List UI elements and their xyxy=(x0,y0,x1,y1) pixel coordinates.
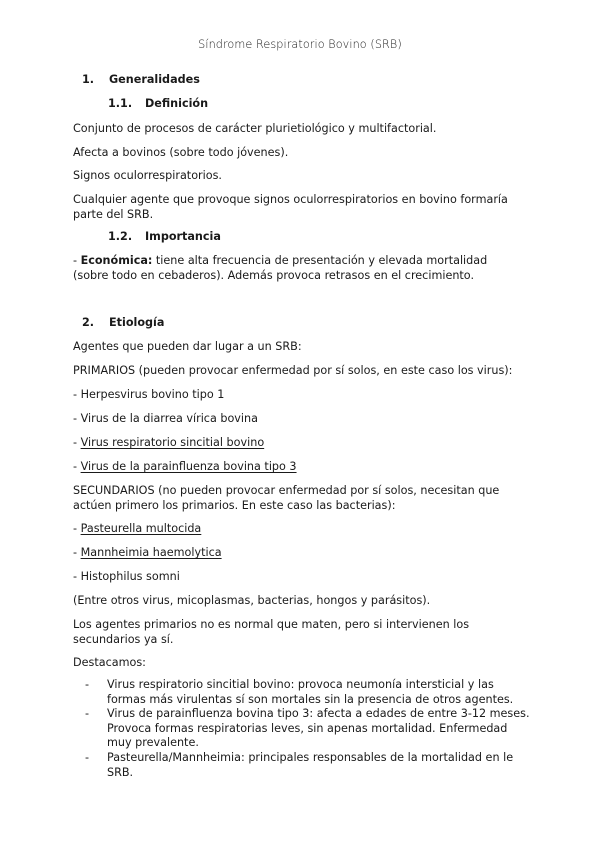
list-item-text: Pasteurella/Mannheimia: principales responsables de la mortalidad en le SRB. xyxy=(107,750,514,779)
list-item-text: Virus respiratorio sincitial bovino: provoca neumonía intersticial y las formas más virulentas sí son mortales sin la presencia de otros agentes. xyxy=(107,678,514,706)
definicion-paragraph-3: Signos oculorrespiratorios. xyxy=(73,169,222,182)
list-dash: - xyxy=(73,436,81,449)
list-dash: - xyxy=(73,412,81,425)
list-item-text: Virus de parainfluenza bovina tipo 3: afecta a edades de entre 3-12 meses. Provoca formas respiratorias leves, sin apenas mortalidad. Enfermedad muy prevalente. xyxy=(107,707,530,750)
list-dash: - xyxy=(73,460,81,473)
secundario-name: Pasteurella multocida xyxy=(80,522,202,535)
primario-name: Virus de la parainfluenza bovina tipo 3 xyxy=(80,460,297,473)
importancia-label: Económica: xyxy=(80,254,153,267)
subsection-heading-importancia xyxy=(108,230,221,243)
list-dash: - xyxy=(73,388,81,401)
list-item xyxy=(85,751,535,780)
primario-item xyxy=(73,459,533,475)
importancia-text: tiene alta frecuencia de presentación y elevada mortalidad (sobre todo en cebaderos). Además provoca retrasos en el crecimiento. xyxy=(73,254,488,282)
primario-item xyxy=(73,387,533,403)
section-title: Generalidades xyxy=(109,73,200,86)
otros-agentes-note: (Entre otros virus, micoplasmas, bacterias, hongos y parásitos). xyxy=(73,594,431,607)
list-dash: - xyxy=(73,570,81,583)
destacamos-list xyxy=(85,678,535,780)
section-heading-etiologia xyxy=(82,316,164,329)
list-dash: - xyxy=(73,522,81,535)
secundario-item xyxy=(73,569,533,585)
definicion-paragraph-1: Conjunto de procesos de carácter plurietiológico y multifactorial. xyxy=(73,122,437,135)
primario-name: Virus de la diarrea vírica bovina xyxy=(80,412,258,425)
secundario-item xyxy=(73,545,533,561)
primario-name: Herpesvirus bovino tipo 1 xyxy=(80,388,225,401)
list-item xyxy=(85,678,535,707)
list-dash: - xyxy=(73,546,81,559)
secundarios-intro: SECUNDARIOS (no pueden provocar enfermedad por sí solos, necesitan que actúen primero los primarios. En este caso las bacterias): xyxy=(73,484,500,512)
subsection-heading-definicion xyxy=(108,97,208,110)
section-number: 1. xyxy=(82,73,95,86)
primario-name: Virus respiratorio sincitial bovino xyxy=(80,436,265,449)
destacamos-label: Destacamos: xyxy=(73,656,146,669)
primarios-mortalidad-note: Los agentes primarios no es normal que maten, pero si intervienen los secundarios ya sí. xyxy=(73,618,470,646)
document-title: Síndrome Respiratorio Bovino (SRB) xyxy=(198,38,402,51)
importancia-dash: - xyxy=(73,254,81,267)
section-heading-generalidades xyxy=(82,73,200,86)
importancia-paragraph xyxy=(73,253,513,283)
list-dash: - xyxy=(85,750,90,764)
secundario-name: Histophilus somni xyxy=(80,570,180,583)
section-number: 2. xyxy=(82,316,95,329)
subsection-number: 1.2. xyxy=(108,230,133,243)
primario-item xyxy=(73,435,533,451)
list-dash: - xyxy=(85,707,90,721)
list-dash: - xyxy=(85,678,90,691)
secundario-name: Mannheimia haemolytica xyxy=(80,546,222,559)
subsection-number: 1.1. xyxy=(108,97,133,110)
primarios-intro: PRIMARIOS (pueden provocar enfermedad por sí solos, en este caso los virus): xyxy=(73,364,513,377)
section-title: Etiología xyxy=(109,316,165,329)
list-item xyxy=(85,707,535,751)
subsection-title: Importancia xyxy=(145,230,221,243)
etiologia-intro: Agentes que pueden dar lugar a un SRB: xyxy=(73,340,302,353)
primario-item xyxy=(73,411,533,427)
subsection-title: Definición xyxy=(145,97,209,110)
secundario-item xyxy=(73,521,533,537)
definicion-paragraph-4: Cualquier agente que provoque signos oculorrespiratorios en bovino formaría parte del SRB. xyxy=(73,193,508,221)
definicion-paragraph-2: Afecta a bovinos (sobre todo jóvenes). xyxy=(73,146,289,159)
